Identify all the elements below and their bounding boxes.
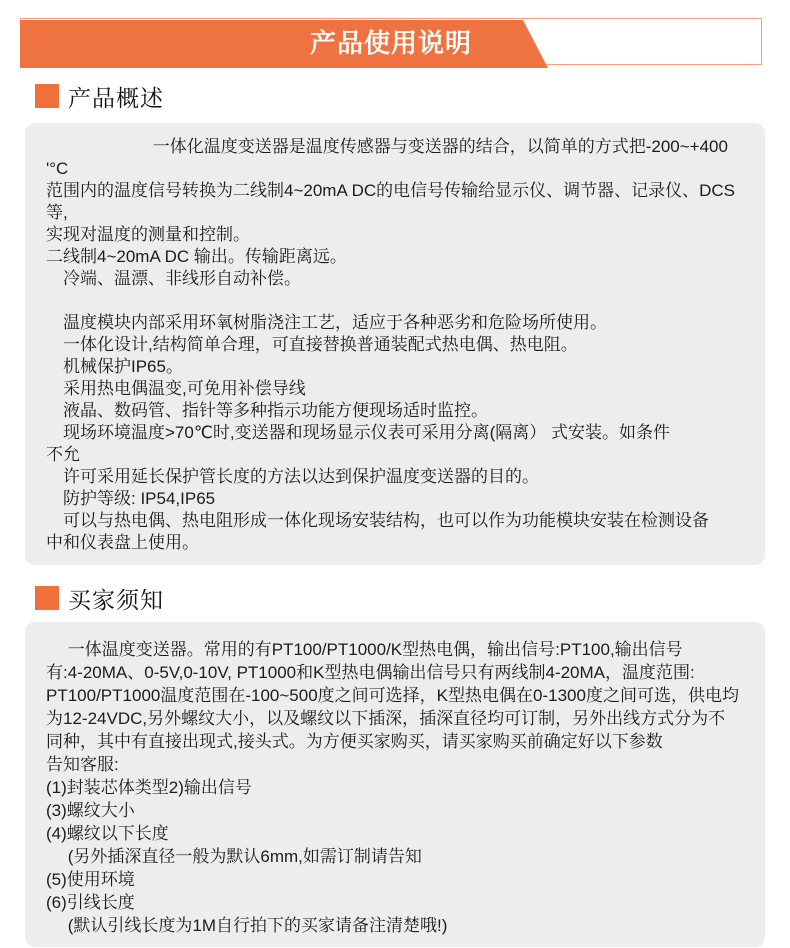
product-description-page bbox=[0, 18, 790, 948]
text-line: 一体化设计,结构简单合理，可直接替换普通装配式热电偶、热电阻。 bbox=[46, 335, 578, 354]
header-banner bbox=[20, 18, 762, 68]
text-line: 中和仪表盘上使用。 bbox=[46, 533, 199, 552]
text-line: 一体化温度变送器是温度传感器与变送器的结合，以简单的方式把-200~+400 '°C bbox=[46, 137, 733, 178]
text-line: 许可采用延长保护管长度的方法以达到保护温度变送器的目的。 bbox=[46, 467, 539, 486]
text-line: (6)引线长度 bbox=[46, 893, 135, 912]
buyer-notice-panel bbox=[25, 622, 765, 947]
page-title: 产品使用说明 bbox=[309, 28, 472, 58]
text-line: 现场环境温度>70℃时,变送器和现场显示仪表可采用分离(隔离） 式安装。如条件 bbox=[46, 423, 671, 442]
text-line: 机械保护IP65。 bbox=[46, 357, 183, 376]
text-line: (另外插深直径一般为默认6mm,如需订制请告知 bbox=[46, 847, 422, 866]
orange-square-bullet-icon bbox=[35, 586, 59, 610]
section-heading-buyer-notice bbox=[35, 583, 790, 613]
text-line: (5)使用环境 bbox=[46, 870, 135, 889]
text-line: (默认引线长度为1M自行拍下的买家请备注清楚哦!) bbox=[46, 916, 448, 935]
section-title: 买家须知 bbox=[68, 586, 164, 613]
text-line: (4)螺纹以下长度 bbox=[46, 824, 169, 843]
text-line: 二线制4~20mA DC 输出。传输距离远。 bbox=[46, 247, 347, 266]
text-line: 范围内的温度信号转换为二线制4~20mA DC的电信号传输给显示仪、调节器、记录仪、DCS等, bbox=[46, 181, 736, 222]
text-line: 采用热电偶温变,可免用补偿导线 bbox=[46, 379, 306, 398]
text-line bbox=[46, 290, 747, 312]
text-line: (3)螺纹大小 bbox=[46, 801, 135, 820]
text-line: PT100/PT1000温度范围在-100~500度之间可选择，K型热电偶在0-1300度之间可选，供电均 bbox=[46, 686, 739, 705]
text-line: 实现对温度的测量和控制。 bbox=[46, 225, 250, 244]
text-line: 不允 bbox=[46, 445, 80, 464]
text-line: 冷端、温漂、非线形自动补偿。 bbox=[46, 269, 301, 288]
text-line: 温度模块内部采用环氧树脂浇注工艺，适应于各种恶劣和危险场所使用。 bbox=[46, 313, 607, 332]
text-line: 告知客服: bbox=[46, 755, 119, 774]
text-line: 同种，其中有直接出现式,接头式。为方便买家购买，请买家购买前确定好以下参数 bbox=[46, 732, 663, 751]
orange-square-bullet-icon bbox=[35, 84, 59, 108]
text-line: 一体温度变送器。常用的有PT100/PT1000/K型热电偶，输出信号:PT100,输出信号 bbox=[46, 640, 683, 659]
overview-panel bbox=[25, 123, 765, 565]
text-line: 可以与热电偶、热电阻形成一体化现场安装结构，也可以作为功能模块安装在检测设备 bbox=[46, 511, 709, 530]
text-line: (1)封装芯体类型2)输出信号 bbox=[46, 778, 252, 797]
text-line: 有:4-20MA、0-5V,0-10V, PT1000和K型热电偶输出信号只有两线制4-20MA，温度范围: bbox=[46, 663, 695, 682]
section-heading-overview bbox=[35, 81, 790, 111]
text-line: 液晶、数码管、指针等多种指示功能方便现场适时监控。 bbox=[46, 401, 488, 420]
text-line: 防护等级: IP54,IP65 bbox=[46, 489, 216, 508]
section-title: 产品概述 bbox=[68, 84, 164, 111]
text-line: 为12-24VDC,另外螺纹大小，以及螺纹以下插深，插深直径均可订制，另外出线方式分为不 bbox=[46, 709, 726, 728]
